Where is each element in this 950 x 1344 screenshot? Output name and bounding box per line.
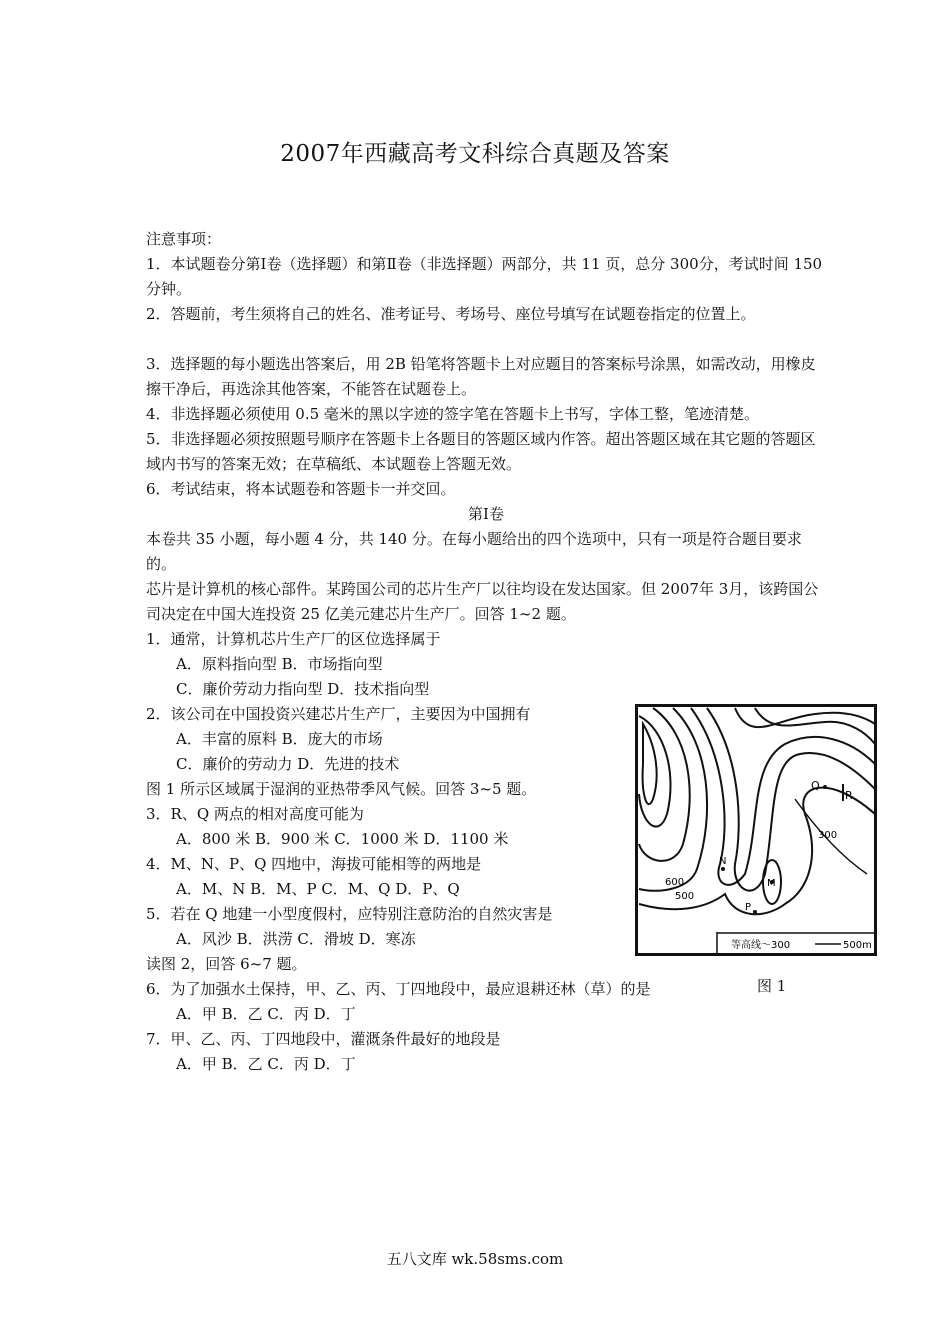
question-5: 5．若在 Q 地建一小型度假村，应特别注意防治的自然灾害是 <box>146 905 553 923</box>
note-4: 4．非选择题必须使用 0.5 毫米的黑以字迹的签字笔在答题卡上书写，字体工整，笔迹清楚。 <box>146 405 759 423</box>
figure1-context: 图 1 所示区域属于湿润的亚热带季风气候。回答 3~5 题。 <box>146 780 537 798</box>
question-2-options-cd: C．廉价的劳动力 D．先进的技术 <box>176 755 400 773</box>
question-7: 7．甲、乙、丙、丁四地段中，灌溉条件最好的地段是 <box>146 1030 501 1048</box>
point-q-marker <box>823 785 827 789</box>
section-intro: 本卷共 35 小题，每小题 4 分，共 140 分。在每小题给出的四个选项中，只有一项是符合题目要求的。 <box>146 530 802 573</box>
map-frame <box>637 706 876 955</box>
question-5-options: A．风沙 B．洪涝 C．滑坡 D．寒冻 <box>176 930 416 948</box>
figure-1-caption: 图 1 <box>757 977 787 995</box>
question-1: 1．通常，计算机芯片生产厂的区位选择属于 <box>146 630 441 648</box>
question-3: 3．R、Q 两点的相对高度可能为 <box>146 805 364 823</box>
notes-heading: 注意事项： <box>146 230 222 248</box>
figure2-context: 读图 2，回答 6~7 题。 <box>146 955 307 973</box>
label-300: 300 <box>818 830 838 841</box>
chip-context: 芯片是计算机的核心部件。某跨国公司的芯片生产厂以往均设在发达国家。但 2007年 3月，该跨国公司决定在中国大连投资 25 亿美元建芯片生产厂。回答 1~2 题。 <box>146 580 819 623</box>
note-2: 2．答题前，考生须将自己的姓名、准考证号、考场号、座位号填写在试题卷指定的位置上。 <box>146 305 756 323</box>
legend-contour: 等高线～300 <box>731 940 791 951</box>
footer-watermark: 五八文库 wk.58sms.com <box>386 1250 564 1268</box>
page-title: 2007年西藏高考文科综合真题及答案 <box>280 141 670 167</box>
label-r: R <box>845 789 853 802</box>
scale-label: 500m <box>843 940 872 951</box>
question-6: 6．为了加强水土保持，甲、乙、丙、丁四地段中，最应退耕还林（草）的是 <box>146 980 651 998</box>
question-4-options: A．M、N B．M、P C．M、Q D．P、Q <box>176 880 460 898</box>
label-500: 500 <box>675 891 695 902</box>
question-2-options-ab: A．丰富的原料 B．庞大的市场 <box>176 730 383 748</box>
label-q: Q <box>811 779 820 792</box>
point-n-marker <box>721 867 725 871</box>
label-p: P <box>745 902 752 913</box>
note-1: 1．本试题卷分第Ⅰ卷（选择题）和第Ⅱ卷（非选择题）两部分，共 11 页，总分 300分，考试时间 150 分钟。 <box>146 255 823 298</box>
question-7-options: A．甲 B．乙 C．丙 D．丁 <box>176 1055 356 1073</box>
section-heading: 第Ⅰ卷 <box>468 505 504 523</box>
question-2: 2．该公司在中国投资兴建芯片生产厂，主要因为中国拥有 <box>146 705 531 723</box>
note-5: 5．非选择题必须按照题号顺序在答题卡上各题目的答题区域内作答。超出答题区域在其它题的答题区域内书写的答案无效；在草稿纸、本试题卷上答题无效。 <box>146 430 816 473</box>
label-n: N <box>719 856 727 867</box>
point-p-marker <box>753 910 757 914</box>
question-1-options-cd: C．廉价劳动力指向型 D．技术指向型 <box>176 680 430 698</box>
figure-1-contour-map <box>635 704 877 956</box>
note-3: 3．选择题的每小题选出答案后，用 2B 铅笔将答题卡上对应题目的答案标号涂黑，如需改动，用橡皮擦干净后，再选涂其他答案，不能答在试题卷上。 <box>146 355 816 398</box>
spacer <box>146 327 826 352</box>
question-3-options: A．800 米 B．900 米 C．1000 米 D．1100 米 <box>176 830 509 848</box>
question-6-options: A．甲 B．乙 C．丙 D．丁 <box>176 1005 356 1023</box>
label-m: M <box>767 878 776 889</box>
question-4: 4．M、N、P、Q 四地中，海拔可能相等的两地是 <box>146 855 482 873</box>
question-1-options-ab: A．原料指向型 B．市场指向型 <box>176 655 383 673</box>
note-6: 6．考试结束，将本试题卷和答题卡一并交回。 <box>146 480 456 498</box>
label-600: 600 <box>665 877 685 888</box>
